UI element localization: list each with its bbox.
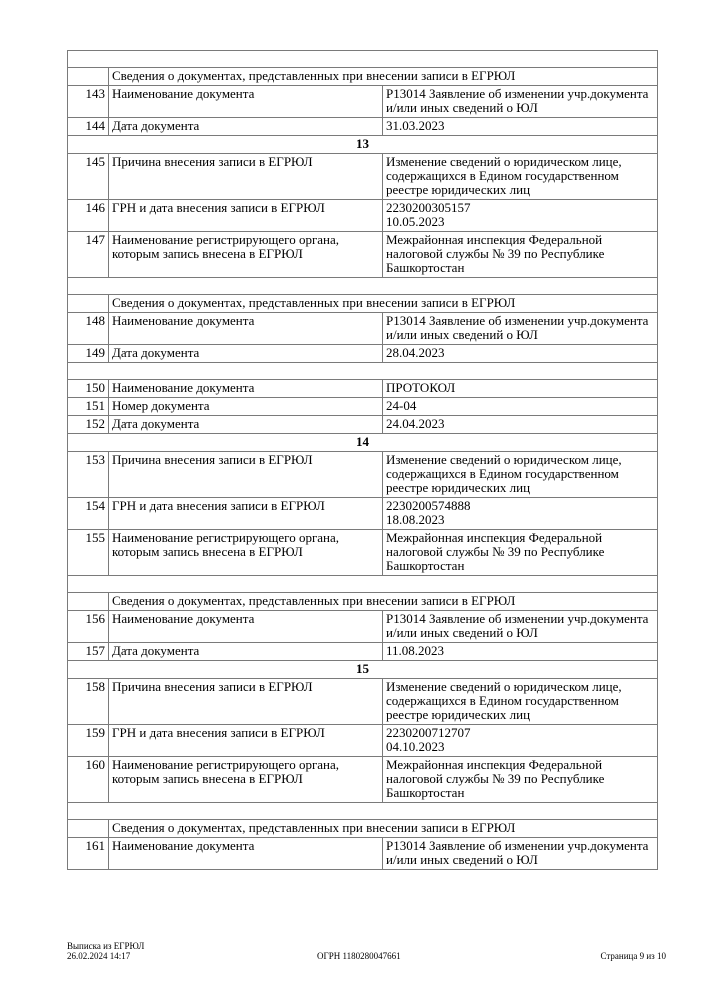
section-title: Сведения о документах, представленных при внесении записи в ЕГРЮЛ: [109, 68, 658, 86]
row-number: 159: [68, 725, 109, 757]
field-label: Причина внесения записи в ЕГРЮЛ: [109, 154, 383, 200]
row-number: 150: [68, 380, 109, 398]
field-value: Межрайонная инспекция Федеральной налоговой службы № 39 по Республике Башкортостан: [383, 530, 658, 576]
table-row: [68, 643, 658, 661]
row-number: 153: [68, 452, 109, 498]
field-value: ПРОТОКОЛ: [383, 380, 658, 398]
section-title: Сведения о документах, представленных при внесении записи в ЕГРЮЛ: [109, 295, 658, 313]
table-row: [68, 611, 658, 643]
table-row: [68, 530, 658, 576]
row-number: 147: [68, 232, 109, 278]
field-value: 28.04.2023: [383, 345, 658, 363]
field-value: Межрайонная инспекция Федеральной налоговой службы № 39 по Республике Башкортостан: [383, 232, 658, 278]
section-title: Сведения о документах, представленных при внесении записи в ЕГРЮЛ: [109, 593, 658, 611]
table-row: [68, 757, 658, 803]
table-row: [68, 200, 658, 232]
section-header-row: [68, 593, 658, 611]
field-label: Дата документа: [109, 643, 383, 661]
row-number: 152: [68, 416, 109, 434]
row-number: 143: [68, 86, 109, 118]
field-value: 24.04.2023: [383, 416, 658, 434]
spacer-row: [68, 51, 658, 68]
section-num-cell: [68, 295, 109, 313]
field-value: Изменение сведений о юридическом лице, содержащихся в Едином государственном реестре юридических лиц: [383, 679, 658, 725]
record-number-row: [68, 136, 658, 154]
section-num-cell: [68, 68, 109, 86]
field-label: Наименование документа: [109, 838, 383, 870]
record-number: 14: [68, 434, 658, 452]
section-num-cell: [68, 593, 109, 611]
field-value: 2230200305157 10.05.2023: [383, 200, 658, 232]
footer-datetime: 26.02.2024 14:17: [67, 951, 131, 961]
spacer-cell: [68, 576, 658, 593]
row-number: 161: [68, 838, 109, 870]
spacer-row: [68, 278, 658, 295]
field-label: Дата документа: [109, 416, 383, 434]
footer-doc-title: Выписка из ЕГРЮЛ: [67, 941, 145, 951]
table-row: [68, 86, 658, 118]
field-value: 31.03.2023: [383, 118, 658, 136]
spacer-row: [68, 576, 658, 593]
row-number: 148: [68, 313, 109, 345]
spacer-cell: [68, 803, 658, 820]
table-row: [68, 398, 658, 416]
table-row: [68, 498, 658, 530]
field-value: 24-04: [383, 398, 658, 416]
record-number-row: [68, 434, 658, 452]
row-number: 144: [68, 118, 109, 136]
field-value: 11.08.2023: [383, 643, 658, 661]
field-label: Дата документа: [109, 345, 383, 363]
field-label: Наименование регистрирующего органа, которым запись внесена в ЕГРЮЛ: [109, 530, 383, 576]
field-label: Номер документа: [109, 398, 383, 416]
footer-ogrn: ОГРН 1180280047661: [317, 951, 401, 961]
row-number: 157: [68, 643, 109, 661]
field-value: Изменение сведений о юридическом лице, содержащихся в Едином государственном реестре юридических лиц: [383, 154, 658, 200]
field-value: Межрайонная инспекция Федеральной налоговой службы № 39 по Республике Башкортостан: [383, 757, 658, 803]
field-value: 2230200712707 04.10.2023: [383, 725, 658, 757]
row-number: 146: [68, 200, 109, 232]
row-number: 158: [68, 679, 109, 725]
row-number: 149: [68, 345, 109, 363]
section-num-cell: [68, 820, 109, 838]
record-number: 15: [68, 661, 658, 679]
table-row: [68, 232, 658, 278]
spacer-cell: [68, 51, 658, 68]
field-label: Наименование документа: [109, 313, 383, 345]
table-row: [68, 345, 658, 363]
record-number: 13: [68, 136, 658, 154]
field-label: Наименование документа: [109, 86, 383, 118]
table-row: [68, 313, 658, 345]
table-row: [68, 416, 658, 434]
footer-left: [67, 941, 144, 961]
table-row: [68, 725, 658, 757]
field-label: Наименование регистрирующего органа, которым запись внесена в ЕГРЮЛ: [109, 232, 383, 278]
section-header-row: [68, 68, 658, 86]
table-row: [68, 380, 658, 398]
footer-page-number: Страница 9 из 10: [600, 951, 666, 961]
field-label: Причина внесения записи в ЕГРЮЛ: [109, 452, 383, 498]
table-row: [68, 452, 658, 498]
field-label: Дата документа: [109, 118, 383, 136]
record-number-row: [68, 661, 658, 679]
row-number: 156: [68, 611, 109, 643]
egrul-table-body: [68, 51, 658, 870]
field-label: Наименование документа: [109, 380, 383, 398]
table-row: [68, 679, 658, 725]
field-value: Р13014 Заявление об изменении учр.документа и/или иных сведений о ЮЛ: [383, 611, 658, 643]
table-row: [68, 118, 658, 136]
spacer-cell: [68, 278, 658, 295]
row-number: 155: [68, 530, 109, 576]
field-label: Наименование документа: [109, 611, 383, 643]
table-row: [68, 154, 658, 200]
field-label: ГРН и дата внесения записи в ЕГРЮЛ: [109, 200, 383, 232]
field-value: Р13014 Заявление об изменении учр.документа и/или иных сведений о ЮЛ: [383, 313, 658, 345]
row-number: 145: [68, 154, 109, 200]
table-row: [68, 838, 658, 870]
spacer-row: [68, 803, 658, 820]
field-label: ГРН и дата внесения записи в ЕГРЮЛ: [109, 725, 383, 757]
row-number: 154: [68, 498, 109, 530]
section-header-row: [68, 295, 658, 313]
field-value: Р13014 Заявление об изменении учр.документа и/или иных сведений о ЮЛ: [383, 838, 658, 870]
row-number: 151: [68, 398, 109, 416]
field-label: Наименование регистрирующего органа, которым запись внесена в ЕГРЮЛ: [109, 757, 383, 803]
section-title: Сведения о документах, представленных при внесении записи в ЕГРЮЛ: [109, 820, 658, 838]
spacer-cell: [68, 363, 658, 380]
field-label: Причина внесения записи в ЕГРЮЛ: [109, 679, 383, 725]
row-number: 160: [68, 757, 109, 803]
field-label: ГРН и дата внесения записи в ЕГРЮЛ: [109, 498, 383, 530]
section-header-row: [68, 820, 658, 838]
spacer-row: [68, 363, 658, 380]
field-value: Изменение сведений о юридическом лице, содержащихся в Едином государственном реестре юридических лиц: [383, 452, 658, 498]
egrul-table: [67, 50, 658, 870]
field-value: Р13014 Заявление об изменении учр.документа и/или иных сведений о ЮЛ: [383, 86, 658, 118]
field-value: 2230200574888 18.08.2023: [383, 498, 658, 530]
